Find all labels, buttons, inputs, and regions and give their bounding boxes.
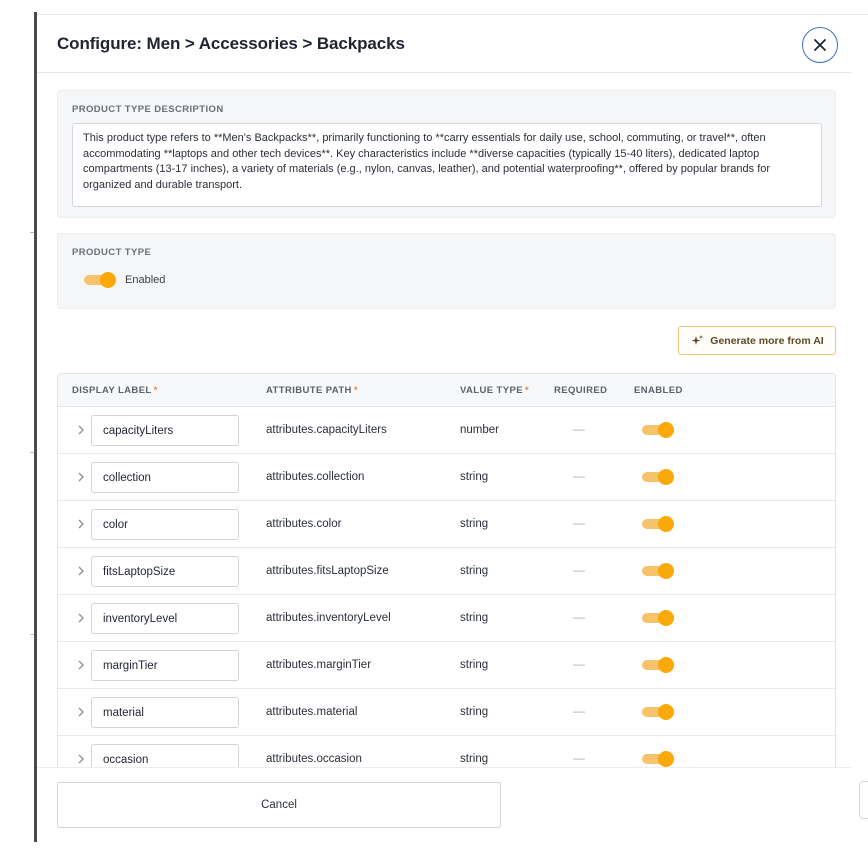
- attribute-path-cell: attributes.capacityLiters: [266, 424, 387, 436]
- attribute-path-cell: attributes.color: [266, 518, 342, 530]
- chevron-right-icon[interactable]: [76, 518, 86, 530]
- required-star: *: [353, 385, 358, 396]
- enabled-toggle[interactable]: [642, 469, 674, 485]
- required-empty: —: [573, 469, 585, 483]
- edge-tick: [30, 452, 34, 453]
- cancel-button[interactable]: Cancel: [57, 782, 501, 828]
- required-empty: —: [573, 610, 585, 624]
- chevron-right-icon[interactable]: [76, 471, 86, 483]
- display-label-input[interactable]: [91, 697, 239, 728]
- attribute-path-cell: attributes.fitsLaptopSize: [266, 565, 389, 577]
- close-icon: [813, 38, 827, 52]
- product-type-panel: [57, 233, 836, 309]
- enabled-toggle[interactable]: [642, 751, 674, 767]
- table-row: [58, 454, 835, 501]
- configure-dialog: [37, 14, 868, 848]
- value-type-cell: string: [460, 659, 489, 671]
- display-label-input[interactable]: [91, 556, 239, 587]
- display-label-input[interactable]: [91, 650, 239, 681]
- attributes-table: [57, 373, 836, 768]
- dialog-header: [37, 15, 852, 73]
- display-label-input[interactable]: [91, 462, 239, 493]
- required-star: *: [153, 385, 158, 396]
- attribute-path-cell: attributes.occasion: [266, 753, 362, 765]
- product-type-status: Enabled: [125, 274, 166, 286]
- table-row: [58, 595, 835, 642]
- value-type-cell: string: [460, 565, 489, 577]
- attribute-path-cell: attributes.collection: [266, 471, 365, 483]
- close-button[interactable]: [802, 27, 838, 63]
- header-attribute-path: ATTRIBUTE PATH *: [266, 385, 358, 396]
- enabled-toggle[interactable]: [642, 422, 674, 438]
- dialog-footer: [37, 767, 852, 848]
- attribute-path-cell: attributes.marginTier: [266, 659, 372, 671]
- required-star: *: [524, 385, 530, 396]
- table-row: [58, 642, 835, 689]
- value-type-cell: string: [460, 471, 489, 483]
- table-row: [58, 736, 835, 768]
- required-empty: —: [573, 751, 585, 765]
- description-panel: [57, 90, 836, 218]
- display-label-input[interactable]: [91, 603, 239, 634]
- header-value-type: VALUE TYPE *: [460, 385, 530, 396]
- chevron-right-icon[interactable]: [76, 753, 86, 765]
- chevron-right-icon[interactable]: [76, 424, 86, 436]
- required-empty: —: [573, 516, 585, 530]
- chevron-right-icon[interactable]: [76, 706, 86, 718]
- header-display-label: DISPLAY LABEL *: [72, 385, 158, 396]
- required-empty: —: [573, 563, 585, 577]
- display-label-input[interactable]: [91, 744, 239, 768]
- table-row: [58, 689, 835, 736]
- edge-tick: [30, 634, 34, 635]
- background-panel-fragment: [859, 781, 868, 819]
- table-row: [58, 501, 835, 548]
- attribute-path-cell: attributes.material: [266, 706, 358, 718]
- table-header: [58, 374, 835, 407]
- enabled-toggle[interactable]: [642, 610, 674, 626]
- display-label-input[interactable]: [91, 415, 239, 446]
- value-type-cell: string: [460, 706, 489, 718]
- generate-ai-button[interactable]: [678, 326, 836, 355]
- table-row: [58, 548, 835, 595]
- generate-ai-label: Generate more from AI: [710, 334, 824, 347]
- required-empty: —: [573, 704, 585, 718]
- header-enabled: ENABLED: [634, 385, 683, 396]
- sparkle-icon: [690, 334, 704, 348]
- product-type-label: PRODUCT TYPE: [72, 247, 152, 258]
- chevron-right-icon[interactable]: [76, 659, 86, 671]
- table-row: [58, 407, 835, 454]
- product-type-toggle[interactable]: [84, 272, 116, 288]
- description-textarea[interactable]: This product type refers to **Men's Backpacks**, primarily functioning to **carry essentials for daily use, school, commuting, or travel**, often accommodating **laptops and other tech devices**. Key characteristics include **diverse capacities (typically 15-40 liters), dedicated laptop compartments (13-17 inches), a variety of materials (e.g., nylon, canvas, leather), and potential waterproofing**, offered by popular brands for organized and durable transport.: [72, 123, 822, 207]
- chevron-right-icon[interactable]: [76, 612, 86, 624]
- edge-tick: [30, 232, 34, 233]
- header-required: REQUIRED: [554, 385, 608, 396]
- enabled-toggle[interactable]: [642, 516, 674, 532]
- value-type-cell: number: [460, 424, 499, 436]
- value-type-cell: string: [460, 518, 489, 530]
- required-empty: —: [573, 657, 585, 671]
- enabled-toggle[interactable]: [642, 563, 674, 579]
- required-empty: —: [573, 422, 585, 436]
- value-type-cell: string: [460, 753, 489, 765]
- display-label-input[interactable]: [91, 509, 239, 540]
- chevron-right-icon[interactable]: [76, 565, 86, 577]
- description-label: PRODUCT TYPE DESCRIPTION: [72, 104, 224, 115]
- enabled-toggle[interactable]: [642, 657, 674, 673]
- dialog-title: Configure: Men > Accessories > Backpacks: [57, 34, 405, 53]
- enabled-toggle[interactable]: [642, 704, 674, 720]
- attribute-path-cell: attributes.inventoryLevel: [266, 612, 391, 624]
- value-type-cell: string: [460, 612, 489, 624]
